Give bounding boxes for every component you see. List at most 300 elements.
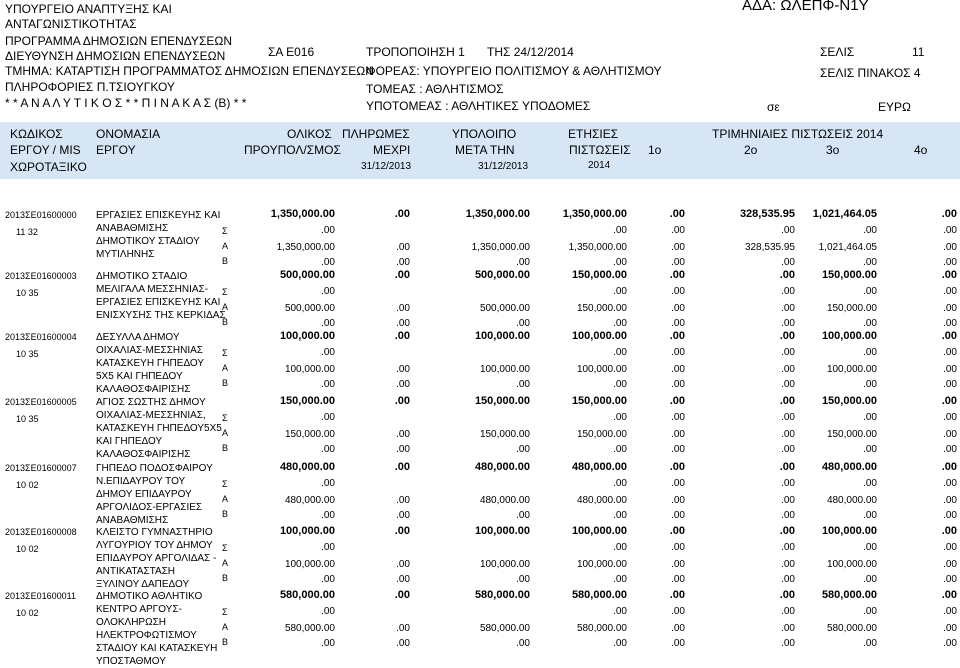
row-letter-s: Σ (222, 348, 228, 358)
unit-se: σε (767, 100, 780, 114)
total-value: .00 (779, 395, 795, 407)
sub-a-value: 480,000.00 (826, 495, 877, 506)
total-value: 100,000.00 (571, 525, 627, 537)
doc-date: ΤΗΣ 24/12/2014 (487, 45, 574, 59)
sub-b-value: .00 (516, 510, 530, 521)
project-description: ΣΤΑΔΙΟΥ ΚΑΙ ΚΑΤΑΣΚΕΥΗ (96, 643, 218, 654)
total-value: .00 (941, 461, 957, 473)
sub-b-value: .00 (671, 379, 685, 390)
project-description: ΕΡΓΑΣΙΕΣ ΕΠΙΣΚΕΥΗΣ ΚΑΙ (96, 297, 221, 308)
sub-s-value: .00 (321, 347, 335, 358)
row-letter-a: Α (222, 363, 229, 373)
sub-a-value: .00 (671, 623, 685, 634)
row-letter-a: Α (222, 622, 229, 632)
sub-s-value: .00 (671, 542, 685, 553)
sub-b-value: .00 (943, 379, 957, 390)
sub-b-value: .00 (396, 574, 410, 585)
sub-b-value: .00 (516, 444, 530, 455)
project-description: ΜΥΤΙΛΗΝΗΣ (96, 249, 155, 260)
total-value: 150,000.00 (821, 269, 877, 281)
sub-s-value: .00 (671, 347, 685, 358)
sub-b-value: .00 (943, 574, 957, 585)
sub-a-value: 580,000.00 (826, 623, 877, 634)
sub-s-value: .00 (671, 606, 685, 617)
sub-a-value: .00 (943, 429, 957, 440)
table-title: * * Α Ν Α Λ Υ Τ Ι Κ Ο Σ * * Π Ι Ν Α Κ Α Σ (Β) * * (5, 96, 247, 110)
sub-s-value: .00 (863, 412, 877, 423)
sub-s-value: .00 (321, 542, 335, 553)
sub-a-value: 100,000.00 (576, 364, 627, 375)
org-line: ΠΛΗΡΟΦΟΡΙΕΣ Π.ΤΣΙΟΥΓΚΟΥ (5, 80, 175, 94)
sub-b-value: .00 (516, 379, 530, 390)
project-code: 2013ΣΕ01600000 (5, 210, 77, 220)
total-value: 480,000.00 (474, 461, 530, 473)
sub-s-value: .00 (943, 286, 957, 297)
sub-b-value: .00 (321, 444, 335, 455)
sub-a-value: 150,000.00 (479, 429, 530, 440)
sub-s-value: .00 (321, 478, 335, 489)
project-description: ΥΠΟΣΤΑΘΜΟΥ (96, 656, 166, 667)
sub-a-value: .00 (396, 559, 410, 570)
sub-b-value: .00 (781, 638, 795, 649)
sub-s-value: .00 (863, 225, 877, 236)
sub-a-value: 100,000.00 (826, 364, 877, 375)
total-value: 580,000.00 (279, 589, 335, 601)
project-description: ΕΡΓΑΣΙΕΣ ΕΠΙΣΚΕΥΗΣ ΚΑΙ (96, 210, 221, 221)
sub-a-value: 500,000.00 (284, 303, 335, 314)
sub-a-value: 150,000.00 (826, 303, 877, 314)
project-description: ΕΠΙΔΑΥΡΟΥ ΑΡΓΟΛΙΔΑΣ - (96, 553, 217, 564)
project-description: ΜΕΛΙΓΑΛΑ ΜΕΣΣΗΝΙΑΣ- (96, 284, 209, 295)
project-description: ΔΗΜΟΤΙΚΟΥ ΣΤΑΔΙΟΥ (96, 236, 200, 247)
col-ypoloipo-3: 31/12/2013 (478, 161, 529, 172)
col-eties-1: ΕΤΗΣΙΕΣ (568, 127, 619, 141)
sub-b-value: .00 (671, 257, 685, 268)
location-code: 10 35 (16, 349, 39, 359)
sub-b-value: .00 (321, 257, 335, 268)
sub-a-value: 500,000.00 (479, 303, 530, 314)
location-code: 10 02 (16, 544, 39, 554)
sub-b-value: .00 (671, 510, 685, 521)
sub-a-value: 328,535.95 (744, 242, 795, 253)
total-value: .00 (779, 461, 795, 473)
sub-b-value: .00 (671, 574, 685, 585)
sub-s-value: .00 (671, 478, 685, 489)
sub-b-value: .00 (321, 379, 335, 390)
sub-s-value: .00 (781, 542, 795, 553)
sub-b-value: .00 (396, 638, 410, 649)
total-value: .00 (941, 208, 957, 220)
location-code: 10 35 (16, 288, 39, 298)
sub-b-value: .00 (671, 318, 685, 329)
sub-b-value: .00 (863, 379, 877, 390)
sub-b-value: .00 (321, 510, 335, 521)
row-letter-s: Σ (222, 607, 228, 617)
project-description: 5Χ5 ΚΑΙ ΓΗΠΕΔΟΥ (96, 371, 183, 382)
total-value: .00 (394, 395, 410, 407)
sub-a-value: .00 (943, 495, 957, 506)
sub-b-value: .00 (613, 257, 627, 268)
sub-a-value: 100,000.00 (284, 364, 335, 375)
org-line: ΔΙΕΥΘΥΝΣΗ ΔΗΜΟΣΙΩΝ ΕΠΕΝΔΥΣΕΩΝ (5, 49, 226, 63)
sub-s-value: .00 (613, 478, 627, 489)
total-value: .00 (941, 395, 957, 407)
total-value: 150,000.00 (571, 395, 627, 407)
project-code: 2013ΣΕ01600007 (5, 463, 77, 473)
sub-a-value: .00 (781, 495, 795, 506)
ypotomeas: ΥΠΟΤΟΜΕΑΣ : ΑΘΛΗΤΙΚΕΣ ΥΠΟΔΟΜΕΣ (366, 99, 591, 113)
project-description: ΚΑΤΑΣΚΕΥΗ ΓΗΠΕΔΟΥ (96, 358, 205, 369)
total-value: .00 (394, 525, 410, 537)
sub-b-value: .00 (671, 638, 685, 649)
col-q1: 1ο (648, 143, 662, 157)
sub-b-value: .00 (781, 574, 795, 585)
sub-a-value: .00 (396, 303, 410, 314)
total-value: 150,000.00 (279, 395, 335, 407)
sub-a-value: .00 (396, 429, 410, 440)
total-value: 500,000.00 (279, 269, 335, 281)
sub-b-value: .00 (321, 638, 335, 649)
total-value: .00 (394, 461, 410, 473)
page-label: ΣΕΛΙΣ (820, 45, 855, 59)
sub-s-value: .00 (943, 542, 957, 553)
project-description: ΟΙΧΑΛΙΑΣ-ΜΕΣΣΗΝΙΑΣ (96, 345, 203, 356)
total-value: .00 (669, 461, 685, 473)
col-q3: 3ο (826, 143, 840, 157)
sub-a-value: 480,000.00 (576, 495, 627, 506)
row-letter-s: Σ (222, 287, 228, 297)
row-letter-b: Β (222, 637, 229, 647)
col-onomasia-1: ΟΝΟΜΑΣΙΑ (96, 127, 161, 141)
project-description: ΑΝΑΒΑΘΜΙΣΗΣ (96, 515, 169, 526)
project-description: ΑΝΑΒΑΘΜΙΣΗΣ (96, 223, 169, 234)
sub-b-value: .00 (396, 318, 410, 329)
row-letter-b: Β (222, 443, 229, 453)
sub-a-value: .00 (943, 242, 957, 253)
sub-s-value: .00 (863, 286, 877, 297)
row-letter-b: Β (222, 509, 229, 519)
row-letter-a: Α (222, 302, 229, 312)
total-value: .00 (394, 589, 410, 601)
col-kodikos-1: ΚΩΔΙΚΟΣ (10, 127, 63, 141)
sub-s-value: .00 (321, 225, 335, 236)
col-pliromes-1: ΠΛΗΡΩΜΕΣ (342, 127, 410, 141)
foreas: ΦΟΡΕΑΣ: ΥΠΟΥΡΓΕΙΟ ΠΟΛΙΤΙΣΜΟΥ & ΑΘΛΗΤΙΣΜΟΥ (366, 64, 662, 78)
total-value: .00 (779, 330, 795, 342)
row-letter-b: Β (222, 573, 229, 583)
sub-b-value: .00 (613, 574, 627, 585)
org-line: ΤΜΗΜΑ: ΚΑΤΑΡΤΙΣΗ ΠΡΟΓΡΑΜΜΑΤΟΣ ΔΗΜΟΣΙΩΝ ΕΠΕΝΔΥΣΕΩΝ (5, 64, 374, 78)
org-line: ΥΠΟΥΡΓΕΙΟ ΑΝΑΠΤΥΞΗΣ ΚΑΙ (5, 2, 172, 16)
sub-b-value: .00 (613, 638, 627, 649)
sub-b-value: .00 (321, 318, 335, 329)
total-value: 580,000.00 (474, 589, 530, 601)
total-value: 1,021,464.05 (812, 208, 877, 220)
sub-s-value: .00 (613, 606, 627, 617)
total-value: .00 (941, 269, 957, 281)
row-letter-s: Σ (222, 413, 228, 423)
total-value: 100,000.00 (821, 525, 877, 537)
sub-b-value: .00 (613, 379, 627, 390)
sub-b-value: .00 (516, 638, 530, 649)
row-letter-s: Σ (222, 543, 228, 553)
total-value: .00 (941, 589, 957, 601)
sub-s-value: .00 (671, 225, 685, 236)
col-onomasia-2: ΕΡΓΟΥ (96, 143, 136, 157)
sub-a-value: 1,350,000.00 (568, 242, 627, 253)
project-description: ΓΗΠΕΔΟ ΠΟΔΟΣΦΑΙΡΟΥ (96, 463, 213, 474)
sub-b-value: .00 (943, 444, 957, 455)
sub-a-value: .00 (943, 364, 957, 375)
project-description: ΔΗΜΟΥ ΕΠΙΔΑΥΡΟΥ (96, 489, 192, 500)
col-olikos-2: ΠΡΟΥΠΟΛ/ΣΜΟΣ (244, 143, 341, 157)
col-eties-2: ΠΙΣΤΩΣΕΙΣ (569, 143, 631, 157)
sub-b-value: .00 (396, 257, 410, 268)
sub-b-value: .00 (863, 510, 877, 521)
project-code: 2013ΣΕ01600003 (5, 271, 77, 281)
project-description: ΞΥΛΙΝΟΥ ΔΑΠΕΔΟΥ (96, 579, 190, 590)
col-eties-3: 2014 (588, 160, 611, 171)
sub-a-value: .00 (671, 242, 685, 253)
sub-b-value: .00 (943, 318, 957, 329)
sub-s-value: .00 (943, 412, 957, 423)
sub-s-value: .00 (781, 225, 795, 236)
sub-b-value: .00 (863, 444, 877, 455)
sub-s-value: .00 (613, 347, 627, 358)
sub-b-value: .00 (781, 257, 795, 268)
sub-a-value: .00 (396, 495, 410, 506)
total-value: 328,535.95 (739, 208, 795, 220)
sub-a-value: 480,000.00 (479, 495, 530, 506)
sub-a-value: 100,000.00 (826, 559, 877, 570)
total-value: .00 (779, 525, 795, 537)
project-description: ΚΕΝΤΡΟ ΑΡΓΟΥΣ- (96, 604, 182, 615)
project-description: ΑΝΤΙΚΑΤΑΣΤΑΣΗ (96, 566, 176, 577)
location-code: 10 02 (16, 608, 39, 618)
sub-s-value: .00 (613, 412, 627, 423)
sub-a-value: 1,350,000.00 (276, 242, 335, 253)
page-number: 11 (912, 45, 925, 59)
total-value: 1,350,000.00 (270, 208, 335, 220)
project-description: ΚΑΤΑΣΚΕΥΗ ΓΗΠΕΔΟΥ5Χ5 (96, 423, 222, 434)
project-description: ΗΛΕΚΤΡΟΦΩΤΙΣΜΟΥ (96, 630, 197, 641)
total-value: .00 (941, 525, 957, 537)
total-value: 1,350,000.00 (465, 208, 530, 220)
sub-b-value: .00 (863, 257, 877, 268)
sub-b-value: .00 (943, 638, 957, 649)
sub-s-value: .00 (613, 542, 627, 553)
sub-s-value: .00 (321, 606, 335, 617)
sub-s-value: .00 (863, 347, 877, 358)
sub-b-value: .00 (863, 318, 877, 329)
sub-b-value: .00 (396, 510, 410, 521)
total-value: 150,000.00 (821, 395, 877, 407)
sub-s-value: .00 (943, 478, 957, 489)
sub-b-value: .00 (781, 444, 795, 455)
sub-a-value: .00 (396, 623, 410, 634)
tropopoiisi: ΤΡΟΠΟΠΟΙΗΣΗ 1 (366, 45, 465, 59)
col-pliromes-2: ΜΕΧΡΙ (373, 143, 411, 157)
total-value: .00 (941, 330, 957, 342)
project-code: 2013ΣΕ01600004 (5, 332, 77, 342)
project-description: ΟΛΟΚΛΗΡΩΣΗ (96, 617, 166, 628)
sub-b-value: .00 (671, 444, 685, 455)
sub-b-value: .00 (943, 510, 957, 521)
project-description: ΚΛΕΙΣΤΟ ΓΥΜΝΑΣΤΗΡΙΟ (96, 527, 213, 538)
sub-s-value: .00 (613, 286, 627, 297)
sub-b-value: .00 (396, 444, 410, 455)
total-value: .00 (669, 330, 685, 342)
total-value: .00 (779, 589, 795, 601)
sub-s-value: .00 (781, 286, 795, 297)
col-pliromes-3: 31/12/2013 (361, 161, 412, 172)
sub-a-value: 580,000.00 (576, 623, 627, 634)
total-value: .00 (394, 208, 410, 220)
total-value: 580,000.00 (821, 589, 877, 601)
total-value: 1,350,000.00 (562, 208, 627, 220)
sub-a-value: .00 (671, 559, 685, 570)
col-kodikos-2: ΕΡΓΟΥ / MIS (10, 143, 81, 157)
sub-b-value: .00 (613, 510, 627, 521)
sub-a-value: 580,000.00 (479, 623, 530, 634)
row-letter-b: Β (222, 317, 229, 327)
sub-s-value: .00 (943, 606, 957, 617)
total-value: .00 (669, 208, 685, 220)
total-value: 150,000.00 (474, 395, 530, 407)
sub-s-value: .00 (321, 286, 335, 297)
project-description: ΚΑΛΑΘΟΣΦΑΙΡΙΣΗΣ (96, 449, 191, 460)
sub-a-value: .00 (671, 364, 685, 375)
sub-a-value: .00 (943, 559, 957, 570)
sub-a-value: 100,000.00 (479, 559, 530, 570)
project-description: ΕΝΙΣΧΥΣΗΣ ΤΗΣ ΚΕΡΚΙΔΑΣ (96, 310, 226, 321)
sub-s-value: .00 (321, 412, 335, 423)
sub-a-value: .00 (671, 429, 685, 440)
total-value: .00 (669, 395, 685, 407)
col-ypoloipo-2: ΜΕΤΑ ΤΗΝ (455, 143, 515, 157)
sub-s-value: .00 (671, 412, 685, 423)
sub-s-value: .00 (943, 347, 957, 358)
sub-a-value: .00 (396, 242, 410, 253)
total-value: 500,000.00 (474, 269, 530, 281)
project-description: ΔΕΣΥΛΛΑ ΔΗΜΟΥ (96, 332, 180, 343)
total-value: .00 (669, 269, 685, 281)
total-value: 100,000.00 (474, 525, 530, 537)
unit-euro: ΕΥΡΩ (878, 100, 911, 114)
project-description: ΑΓΙΟΣ ΣΩΣΤΗΣ ΔΗΜΟΥ (96, 397, 206, 408)
sub-s-value: .00 (781, 347, 795, 358)
row-letter-b: Β (222, 256, 229, 266)
sub-b-value: .00 (613, 318, 627, 329)
row-letter-a: Α (222, 241, 229, 251)
tomeas: ΤΟΜΕΑΣ : ΑΘΛΗΤΙΣΜΟΣ (366, 82, 504, 96)
sub-a-value: .00 (781, 623, 795, 634)
sub-s-value: .00 (863, 478, 877, 489)
sub-a-value: .00 (781, 429, 795, 440)
sub-a-value: .00 (781, 559, 795, 570)
project-description: ΚΑΛΑΘΟΣΦΑΙΡΙΣΗΣ (96, 384, 191, 395)
sub-b-value: .00 (516, 318, 530, 329)
project-description: Ν.ΕΠΙΔΑΥΡΟΥ ΤΟΥ (96, 476, 186, 487)
row-letter-s: Σ (222, 226, 228, 236)
sub-b-value: .00 (781, 379, 795, 390)
total-value: 480,000.00 (571, 461, 627, 473)
sub-a-value: .00 (396, 364, 410, 375)
col-kodikos-3: ΧΩΡΟΤΑΞΙΚΟ (10, 160, 87, 174)
project-code: 2013ΣΕ01600011 (5, 591, 76, 601)
sub-s-value: .00 (671, 286, 685, 297)
sub-b-value: .00 (396, 379, 410, 390)
sub-a-value: 150,000.00 (576, 303, 627, 314)
location-code: 10 35 (16, 414, 39, 424)
table-page: ΣΕΛΙΣ ΠΙΝΑΚΟΣ 4 (820, 66, 921, 80)
total-value: .00 (669, 589, 685, 601)
sub-s-value: .00 (781, 412, 795, 423)
sub-b-value: .00 (863, 638, 877, 649)
sub-b-value: .00 (781, 510, 795, 521)
project-description: ΚΑΙ ΓΗΠΕΔΟΥ (96, 436, 163, 447)
sub-s-value: .00 (863, 542, 877, 553)
row-letter-s: Σ (222, 479, 228, 489)
location-code: 10 02 (16, 480, 39, 490)
col-q4: 4ο (914, 143, 928, 157)
sub-a-value: 100,000.00 (284, 559, 335, 570)
total-value: 100,000.00 (474, 330, 530, 342)
col-olikos-1: ΟΛΙΚΟΣ (287, 127, 332, 141)
sub-a-value: .00 (671, 495, 685, 506)
sa-code: ΣΑ Ε016 (268, 45, 315, 59)
total-value: 100,000.00 (279, 330, 335, 342)
project-description: ΛΥΓΟΥΡΙΟΥ ΤΟΥ ΔΗΜΟΥ (96, 540, 213, 551)
sub-a-value: 580,000.00 (284, 623, 335, 634)
sub-a-value: 100,000.00 (576, 559, 627, 570)
sub-b-value: .00 (516, 257, 530, 268)
sub-a-value: 150,000.00 (576, 429, 627, 440)
sub-s-value: .00 (863, 606, 877, 617)
total-value: 480,000.00 (821, 461, 877, 473)
sub-a-value: 480,000.00 (284, 495, 335, 506)
location-code: 11 32 (16, 227, 38, 237)
sub-a-value: .00 (781, 364, 795, 375)
project-description: ΔΗΜΟΤΙΚΟ ΑΘΛΗΤΙΚΟ (96, 591, 203, 602)
sub-a-value: .00 (943, 303, 957, 314)
sub-a-value: 100,000.00 (479, 364, 530, 375)
org-line: ΠΡΟΓΡΑΜΜΑ ΔΗΜΟΣΙΩΝ ΕΠΕΝΔΥΣΕΩΝ (5, 34, 232, 48)
total-value: 480,000.00 (279, 461, 335, 473)
sub-s-value: .00 (943, 225, 957, 236)
sub-b-value: .00 (863, 574, 877, 585)
sub-b-value: .00 (321, 574, 335, 585)
col-q2: 2ο (744, 143, 758, 157)
project-description: ΑΡΓΟΛΙΔΟΣ-ΕΡΓΑΣΙΕΣ (96, 502, 203, 513)
total-value: 100,000.00 (821, 330, 877, 342)
row-letter-a: Α (222, 494, 229, 504)
sub-b-value: .00 (516, 574, 530, 585)
total-value: 100,000.00 (279, 525, 335, 537)
sub-b-value: .00 (781, 318, 795, 329)
total-value: 150,000.00 (571, 269, 627, 281)
sub-a-value: 1,021,464.05 (818, 242, 877, 253)
total-value: .00 (779, 269, 795, 281)
total-value: 100,000.00 (571, 330, 627, 342)
sub-s-value: .00 (781, 478, 795, 489)
row-letter-b: Β (222, 378, 229, 388)
row-letter-a: Α (222, 558, 229, 568)
project-code: 2013ΣΕ01600005 (5, 397, 77, 407)
org-line: ΑΝΤΑΓΩΝΙΣΤΙΚΟΤΗΤΑΣ (5, 17, 137, 31)
total-value: .00 (394, 330, 410, 342)
sub-a-value: 1,350,000.00 (471, 242, 530, 253)
